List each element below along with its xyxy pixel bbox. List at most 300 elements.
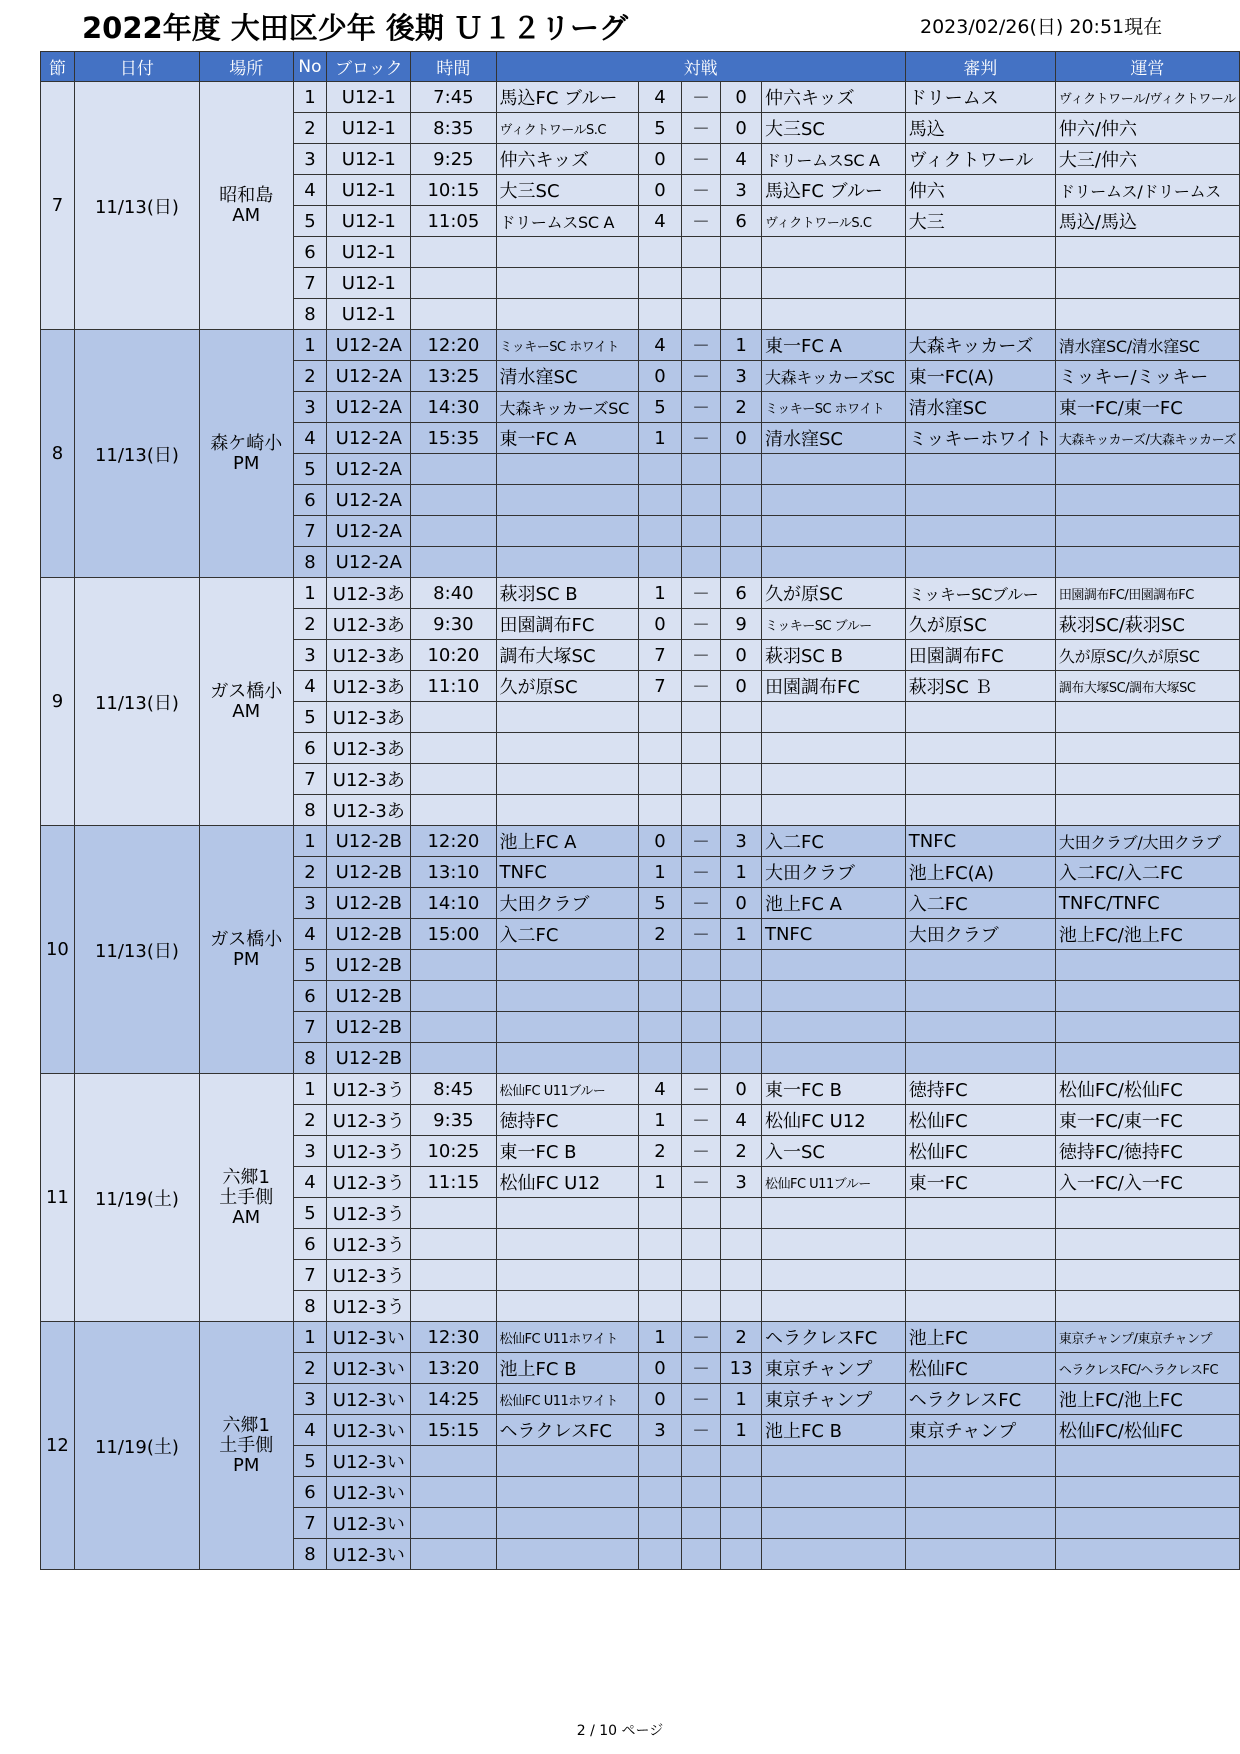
block-cell: U12-1 [327,237,411,268]
away-score-cell: 2 [721,1136,762,1167]
score-dash [681,1260,721,1291]
home-score-cell: 0 [639,826,681,857]
home-team-cell: ヘラクレスFC [496,1415,639,1446]
away-team-cell: 池上FC A [761,888,905,919]
round-cell: 10 [41,826,75,1074]
away-score-cell [721,702,762,733]
away-score-cell: 0 [721,640,762,671]
home-team-cell: 清水窪SC [496,361,639,392]
schedule-table [40,51,1240,1570]
home-team-cell [496,1043,639,1074]
away-team-cell [761,485,905,516]
block-cell: U12-2A [327,423,411,454]
time-cell [411,733,496,764]
home-score-cell [639,1198,681,1229]
away-team-cell: 東一FC B [761,1074,905,1105]
block-cell: U12-3い [327,1415,411,1446]
score-dash: － [681,640,721,671]
home-team-cell [496,1229,639,1260]
home-team-cell: 大田クラブ [496,888,639,919]
ops-cell [1055,1446,1239,1477]
home-score-cell [639,1539,681,1570]
score-dash: － [681,919,721,950]
referee-cell: 東一FC [905,1167,1055,1198]
away-score-cell [721,237,762,268]
time-cell [411,1477,496,1508]
score-dash: － [681,1353,721,1384]
table-row [41,1074,1240,1105]
header-ops: 運営 [1055,52,1239,82]
home-score-cell: 4 [639,206,681,237]
score-dash [681,1291,721,1322]
match-no-cell: 4 [293,175,327,206]
ops-cell: 松仙FC/松仙FC [1055,1415,1239,1446]
match-no-cell: 7 [293,516,327,547]
time-cell: 15:35 [411,423,496,454]
time-cell: 8:35 [411,113,496,144]
home-team-cell: 松仙FC U11ホワイト [496,1384,639,1415]
ops-cell [1055,1229,1239,1260]
home-score-cell: 7 [639,640,681,671]
away-score-cell [721,950,762,981]
home-score-cell [639,733,681,764]
round-cell: 12 [41,1322,75,1570]
home-score-cell [639,485,681,516]
home-score-cell [639,1043,681,1074]
away-team-cell: 東一FC A [761,330,905,361]
block-cell: U12-3う [327,1167,411,1198]
referee-cell [905,950,1055,981]
away-team-cell [761,1043,905,1074]
time-cell [411,981,496,1012]
away-team-cell: 大三SC [761,113,905,144]
score-dash [681,485,721,516]
score-dash: － [681,144,721,175]
referee-cell: 清水窪SC [905,392,1055,423]
match-no-cell: 4 [293,919,327,950]
block-cell: U12-3あ [327,764,411,795]
header-row [41,52,1240,82]
block-cell: U12-1 [327,144,411,175]
ops-cell [1055,1291,1239,1322]
score-dash: － [681,1167,721,1198]
home-score-cell: 5 [639,888,681,919]
ops-cell [1055,454,1239,485]
away-team-cell [761,1508,905,1539]
block-cell: U12-1 [327,206,411,237]
referee-cell: ドリームス [905,82,1055,113]
home-score-cell [639,702,681,733]
away-score-cell [721,299,762,330]
home-team-cell: 仲六キッズ [496,144,639,175]
home-score-cell: 2 [639,1136,681,1167]
home-score-cell: 0 [639,144,681,175]
score-dash [681,795,721,826]
away-team-cell: TNFC [761,919,905,950]
score-dash: － [681,1322,721,1353]
away-score-cell: 2 [721,392,762,423]
home-team-cell [496,1446,639,1477]
time-cell [411,547,496,578]
match-no-cell: 7 [293,764,327,795]
block-cell: U12-3あ [327,795,411,826]
match-no-cell: 8 [293,1291,327,1322]
time-cell [411,516,496,547]
home-score-cell [639,1291,681,1322]
match-no-cell: 4 [293,423,327,454]
score-dash [681,1043,721,1074]
time-cell: 9:30 [411,609,496,640]
ops-cell: 大森キッカーズ/大森キッカーズ [1055,423,1239,454]
home-team-cell: 久が原SC [496,671,639,702]
score-dash [681,1508,721,1539]
home-team-cell: 徳持FC [496,1105,639,1136]
ops-cell: 入二FC/入二FC [1055,857,1239,888]
referee-cell: 馬込 [905,113,1055,144]
score-dash: － [681,826,721,857]
away-score-cell [721,485,762,516]
referee-cell: ミッキーSCブルー [905,578,1055,609]
match-no-cell: 7 [293,1012,327,1043]
home-team-cell: 松仙FC U11ホワイト [496,1322,639,1353]
referee-cell: ヘラクレスFC [905,1384,1055,1415]
block-cell: U12-3い [327,1322,411,1353]
ops-cell [1055,237,1239,268]
home-team-cell: ミッキーSC ホワイト [496,330,639,361]
score-dash: － [681,1136,721,1167]
away-team-cell [761,1291,905,1322]
score-dash: － [681,609,721,640]
header-date: 日付 [74,52,199,82]
referee-cell [905,237,1055,268]
ops-cell [1055,733,1239,764]
score-dash [681,1012,721,1043]
match-no-cell: 1 [293,1322,327,1353]
match-no-cell: 2 [293,857,327,888]
away-team-cell: 馬込FC ブルー [761,175,905,206]
home-score-cell [639,981,681,1012]
away-score-cell [721,1198,762,1229]
referee-cell [905,1291,1055,1322]
score-dash [681,950,721,981]
home-score-cell: 5 [639,113,681,144]
home-score-cell [639,1260,681,1291]
away-team-cell [761,1260,905,1291]
home-team-cell: 松仙FC U12 [496,1167,639,1198]
referee-cell: 徳持FC [905,1074,1055,1105]
away-score-cell: 2 [721,1322,762,1353]
away-score-cell: 4 [721,144,762,175]
match-no-cell: 5 [293,1198,327,1229]
score-dash [681,1446,721,1477]
home-team-cell: 池上FC B [496,1353,639,1384]
away-score-cell: 13 [721,1353,762,1384]
home-team-cell: 池上FC A [496,826,639,857]
home-team-cell: 松仙FC U11ブルー [496,1074,639,1105]
score-dash: － [681,361,721,392]
referee-cell [905,485,1055,516]
away-score-cell [721,1508,762,1539]
time-cell [411,1291,496,1322]
away-score-cell: 1 [721,1415,762,1446]
referee-cell: 田園調布FC [905,640,1055,671]
away-team-cell: ヴィクトワールS.C [761,206,905,237]
away-score-cell [721,1012,762,1043]
referee-cell [905,764,1055,795]
ops-cell [1055,1477,1239,1508]
away-team-cell: 池上FC B [761,1415,905,1446]
score-dash: － [681,578,721,609]
home-team-cell [496,795,639,826]
home-team-cell: 大森キッカーズSC [496,392,639,423]
match-no-cell: 2 [293,113,327,144]
away-team-cell [761,454,905,485]
home-score-cell [639,237,681,268]
home-team-cell: 東一FC B [496,1136,639,1167]
date-cell: 11/19(土) [74,1322,199,1570]
match-no-cell: 4 [293,1167,327,1198]
ops-cell: 馬込/馬込 [1055,206,1239,237]
ops-cell: ヴィクトワール/ヴィクトワール [1055,82,1239,113]
home-team-cell [496,237,639,268]
date-cell: 11/13(日) [74,330,199,578]
away-team-cell: 田園調布FC [761,671,905,702]
time-cell: 12:30 [411,1322,496,1353]
time-cell: 8:45 [411,1074,496,1105]
block-cell: U12-2A [327,330,411,361]
time-cell: 13:25 [411,361,496,392]
block-cell: U12-2A [327,516,411,547]
ops-cell: 東一FC/東一FC [1055,1105,1239,1136]
ops-cell: ドリームス/ドリームス [1055,175,1239,206]
block-cell: U12-2B [327,1012,411,1043]
venue-cell: 六郷1 土手側 PM [199,1322,293,1570]
home-score-cell: 1 [639,1105,681,1136]
venue-cell: 森ケ崎小 PM [199,330,293,578]
block-cell: U12-2B [327,981,411,1012]
away-team-cell [761,1477,905,1508]
match-no-cell: 6 [293,1477,327,1508]
ops-cell: 入一FC/入一FC [1055,1167,1239,1198]
updated-timestamp: 2023/02/26(日) 20:51現在 [920,16,1163,38]
table-row [41,578,1240,609]
match-no-cell: 8 [293,547,327,578]
away-team-cell [761,268,905,299]
match-no-cell: 2 [293,1353,327,1384]
header-venue: 場所 [199,52,293,82]
referee-cell [905,1198,1055,1229]
time-cell: 12:20 [411,330,496,361]
home-score-cell: 0 [639,609,681,640]
time-cell [411,1229,496,1260]
block-cell: U12-1 [327,82,411,113]
score-dash [681,454,721,485]
table-row [41,1322,1240,1353]
home-score-cell: 4 [639,330,681,361]
block-cell: U12-1 [327,268,411,299]
match-no-cell: 3 [293,640,327,671]
match-no-cell: 5 [293,206,327,237]
home-score-cell: 1 [639,1322,681,1353]
match-no-cell: 5 [293,702,327,733]
match-no-cell: 4 [293,671,327,702]
away-team-cell: 大田クラブ [761,857,905,888]
score-dash: － [681,1384,721,1415]
block-cell: U12-3い [327,1477,411,1508]
schedule-body [41,82,1240,1570]
score-dash [681,237,721,268]
match-no-cell: 3 [293,144,327,175]
score-dash: － [681,1415,721,1446]
referee-cell [905,1229,1055,1260]
home-score-cell: 7 [639,671,681,702]
away-score-cell [721,268,762,299]
match-no-cell: 1 [293,578,327,609]
home-team-cell: ヴィクトワールS.C [496,113,639,144]
away-team-cell: 清水窪SC [761,423,905,454]
away-score-cell: 0 [721,1074,762,1105]
block-cell: U12-3い [327,1539,411,1570]
home-score-cell [639,1446,681,1477]
time-cell: 14:30 [411,392,496,423]
time-cell: 12:20 [411,826,496,857]
away-score-cell: 6 [721,578,762,609]
away-team-cell: 入二FC [761,826,905,857]
away-team-cell: 久が原SC [761,578,905,609]
away-score-cell: 1 [721,919,762,950]
home-team-cell [496,1291,639,1322]
block-cell: U12-3あ [327,671,411,702]
home-score-cell [639,547,681,578]
ops-cell [1055,702,1239,733]
home-score-cell [639,1012,681,1043]
ops-cell: 東京チャンプ/東京チャンプ [1055,1322,1239,1353]
away-team-cell: 松仙FC U12 [761,1105,905,1136]
match-no-cell: 6 [293,485,327,516]
referee-cell [905,702,1055,733]
referee-cell: 入二FC [905,888,1055,919]
referee-cell [905,268,1055,299]
venue-cell: ガス橋小 PM [199,826,293,1074]
referee-cell: 松仙FC [905,1353,1055,1384]
ops-cell: 仲六/仲六 [1055,113,1239,144]
time-cell: 11:10 [411,671,496,702]
match-no-cell: 5 [293,1446,327,1477]
away-team-cell: 松仙FC U11ブルー [761,1167,905,1198]
score-dash: － [681,113,721,144]
time-cell: 10:20 [411,640,496,671]
time-cell [411,454,496,485]
home-score-cell: 4 [639,82,681,113]
home-score-cell [639,950,681,981]
match-no-cell: 7 [293,268,327,299]
time-cell: 14:10 [411,888,496,919]
round-cell: 9 [41,578,75,826]
home-score-cell [639,1508,681,1539]
header-round: 節 [41,52,75,82]
time-cell: 9:25 [411,144,496,175]
match-no-cell: 6 [293,1229,327,1260]
block-cell: U12-3あ [327,578,411,609]
home-score-cell [639,1229,681,1260]
ops-cell: 久が原SC/久が原SC [1055,640,1239,671]
score-dash [681,1539,721,1570]
time-cell [411,1043,496,1074]
time-cell [411,764,496,795]
time-cell: 8:40 [411,578,496,609]
home-score-cell [639,268,681,299]
score-dash: － [681,1105,721,1136]
match-no-cell: 3 [293,1136,327,1167]
away-score-cell: 1 [721,857,762,888]
time-cell: 10:25 [411,1136,496,1167]
header-block: ブロック [327,52,411,82]
match-no-cell: 1 [293,826,327,857]
away-score-cell [721,981,762,1012]
match-no-cell: 6 [293,733,327,764]
ops-cell: 松仙FC/松仙FC [1055,1074,1239,1105]
referee-cell: 東一FC(A) [905,361,1055,392]
block-cell: U12-2B [327,950,411,981]
home-score-cell: 0 [639,1384,681,1415]
score-dash: － [681,82,721,113]
home-score-cell [639,795,681,826]
page-title: 2022年度 大田区少年 後期 Ｕ１２リーグ [82,11,629,45]
referee-cell [905,795,1055,826]
away-score-cell [721,795,762,826]
block-cell: U12-2A [327,485,411,516]
home-score-cell: 2 [639,919,681,950]
block-cell: U12-3い [327,1384,411,1415]
referee-cell: 松仙FC [905,1105,1055,1136]
ops-cell: 萩羽SC/萩羽SC [1055,609,1239,640]
score-dash [681,1198,721,1229]
home-score-cell: 1 [639,1167,681,1198]
home-team-cell [496,1477,639,1508]
home-score-cell [639,516,681,547]
away-team-cell [761,1446,905,1477]
away-team-cell [761,1012,905,1043]
away-score-cell: 6 [721,206,762,237]
block-cell: U12-3う [327,1136,411,1167]
time-cell: 13:10 [411,857,496,888]
score-dash: － [681,206,721,237]
time-cell [411,702,496,733]
score-dash: － [681,888,721,919]
ops-cell [1055,1043,1239,1074]
referee-cell [905,1508,1055,1539]
time-cell [411,1539,496,1570]
header-referee: 審判 [905,52,1055,82]
match-no-cell: 8 [293,1043,327,1074]
time-cell [411,485,496,516]
away-score-cell: 0 [721,113,762,144]
away-team-cell: ミッキーSC ブルー [761,609,905,640]
away-score-cell: 1 [721,1384,762,1415]
away-team-cell [761,702,905,733]
away-team-cell: 仲六キッズ [761,82,905,113]
referee-cell: ミッキーホワイト [905,423,1055,454]
away-team-cell: 東京チャンプ [761,1353,905,1384]
ops-cell [1055,547,1239,578]
away-score-cell: 0 [721,82,762,113]
away-team-cell [761,950,905,981]
ops-cell: 調布大塚SC/調布大塚SC [1055,671,1239,702]
block-cell: U12-2A [327,454,411,485]
referee-cell [905,981,1055,1012]
match-no-cell: 8 [293,1539,327,1570]
home-team-cell [496,1198,639,1229]
